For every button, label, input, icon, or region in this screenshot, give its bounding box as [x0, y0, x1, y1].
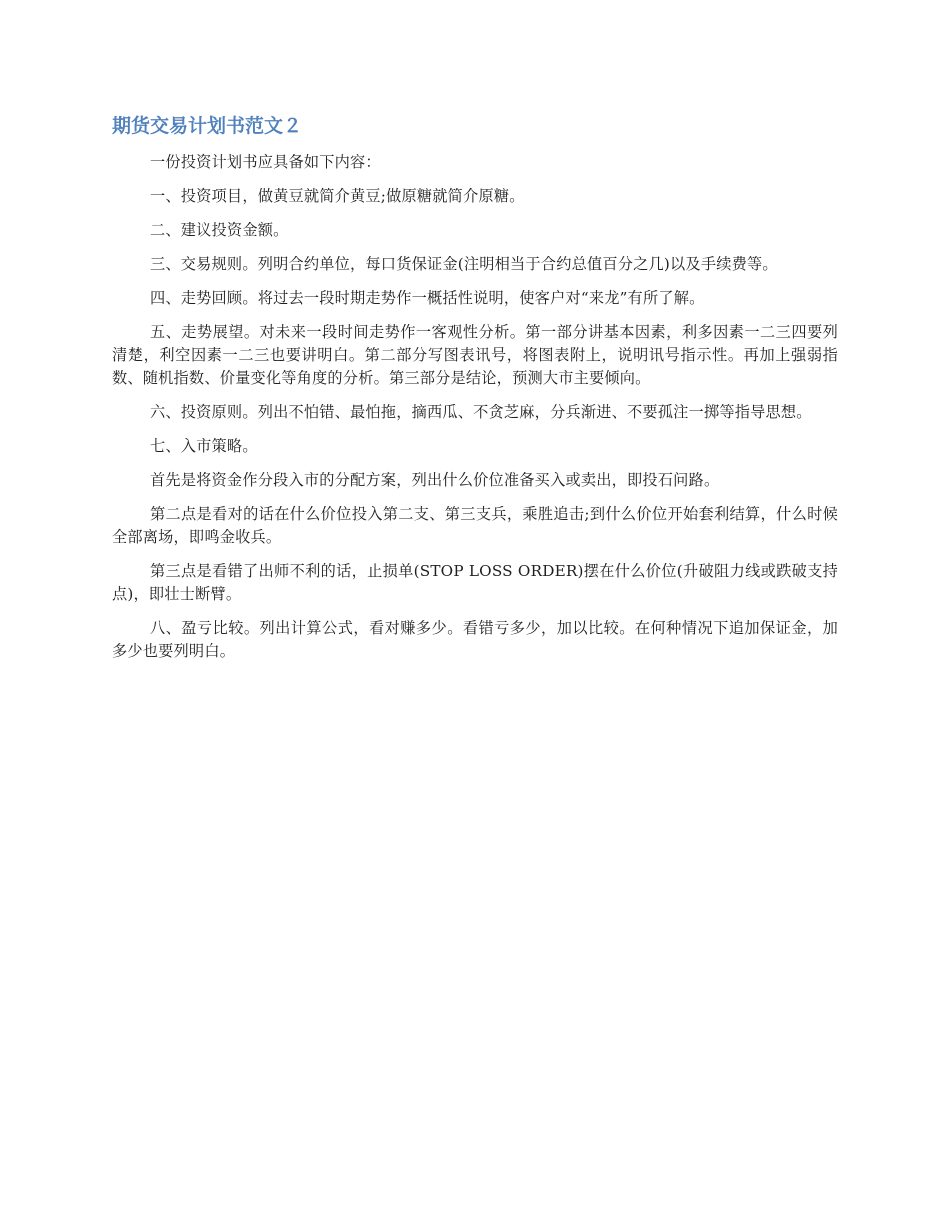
paragraph-strategy-second-point: 第二点是看对的话在什么价位投入第二支、第三支兵，乘胜追击;到什么价位开始套利结算，什么时候全部离场，即鸣金收兵。 [112, 505, 838, 546]
paragraph-trend-review: 四、走势回顾。将过去一段时期走势作一概括性说明，使客户对“来龙”有所了解。 [150, 289, 705, 307]
paragraph-trend-outlook: 五、走势展望。对未来一段时间走势作一客观性分析。第一部分讲基本因素，利多因素一二三四要列清楚，利空因素一二三也要讲明白。第二部分写图表讯号，将图表附上，说明讯号指示性。再加上强弱指数、随机指数、价量变化等角度的分析。第三部分是结论，预测大市主要倾向。 [112, 323, 838, 387]
paragraph-entry-strategy: 七、入市策略。 [150, 437, 258, 455]
paragraph-profit-loss-comparison: 八、盈亏比较。列出计算公式，看对赚多少。看错亏多少，加以比较。在何种情况下追加保证金，加多少也要列明白。 [112, 619, 838, 660]
paragraph-intro: 一份投资计划书应具备如下内容： [150, 153, 381, 171]
paragraph-trading-rules: 三、交易规则。列明合约单位，每口货保证金(注明相当于合约总值百分之几)以及手续费等。 [150, 255, 778, 273]
paragraph-investment-principles: 六、投资原则。列出不怕错、最怕拖，摘西瓜、不贪芝麻，分兵渐进、不要孤注一掷等指导思想。 [150, 403, 812, 421]
document-title: 期货交易计划书范文２ [112, 115, 303, 137]
document-body [112, 113, 838, 674]
paragraph-investment-project: 一、投资项目，做黄豆就简介黄豆;做原糖就简介原糖。 [150, 187, 525, 205]
paragraph-strategy-third-point: 第三点是看错了出师不利的话，止损单(STOP LOSS ORDER)摆在什么价位(升破阻力线或跌破支持点)，即壮士断臂。 [112, 562, 838, 603]
paragraph-strategy-first-point: 首先是将资金作分段入市的分配方案，列出什么价位准备买入或卖出，即投石问路。 [150, 471, 720, 489]
paragraph-investment-amount: 二、建议投资金额。 [150, 221, 289, 239]
